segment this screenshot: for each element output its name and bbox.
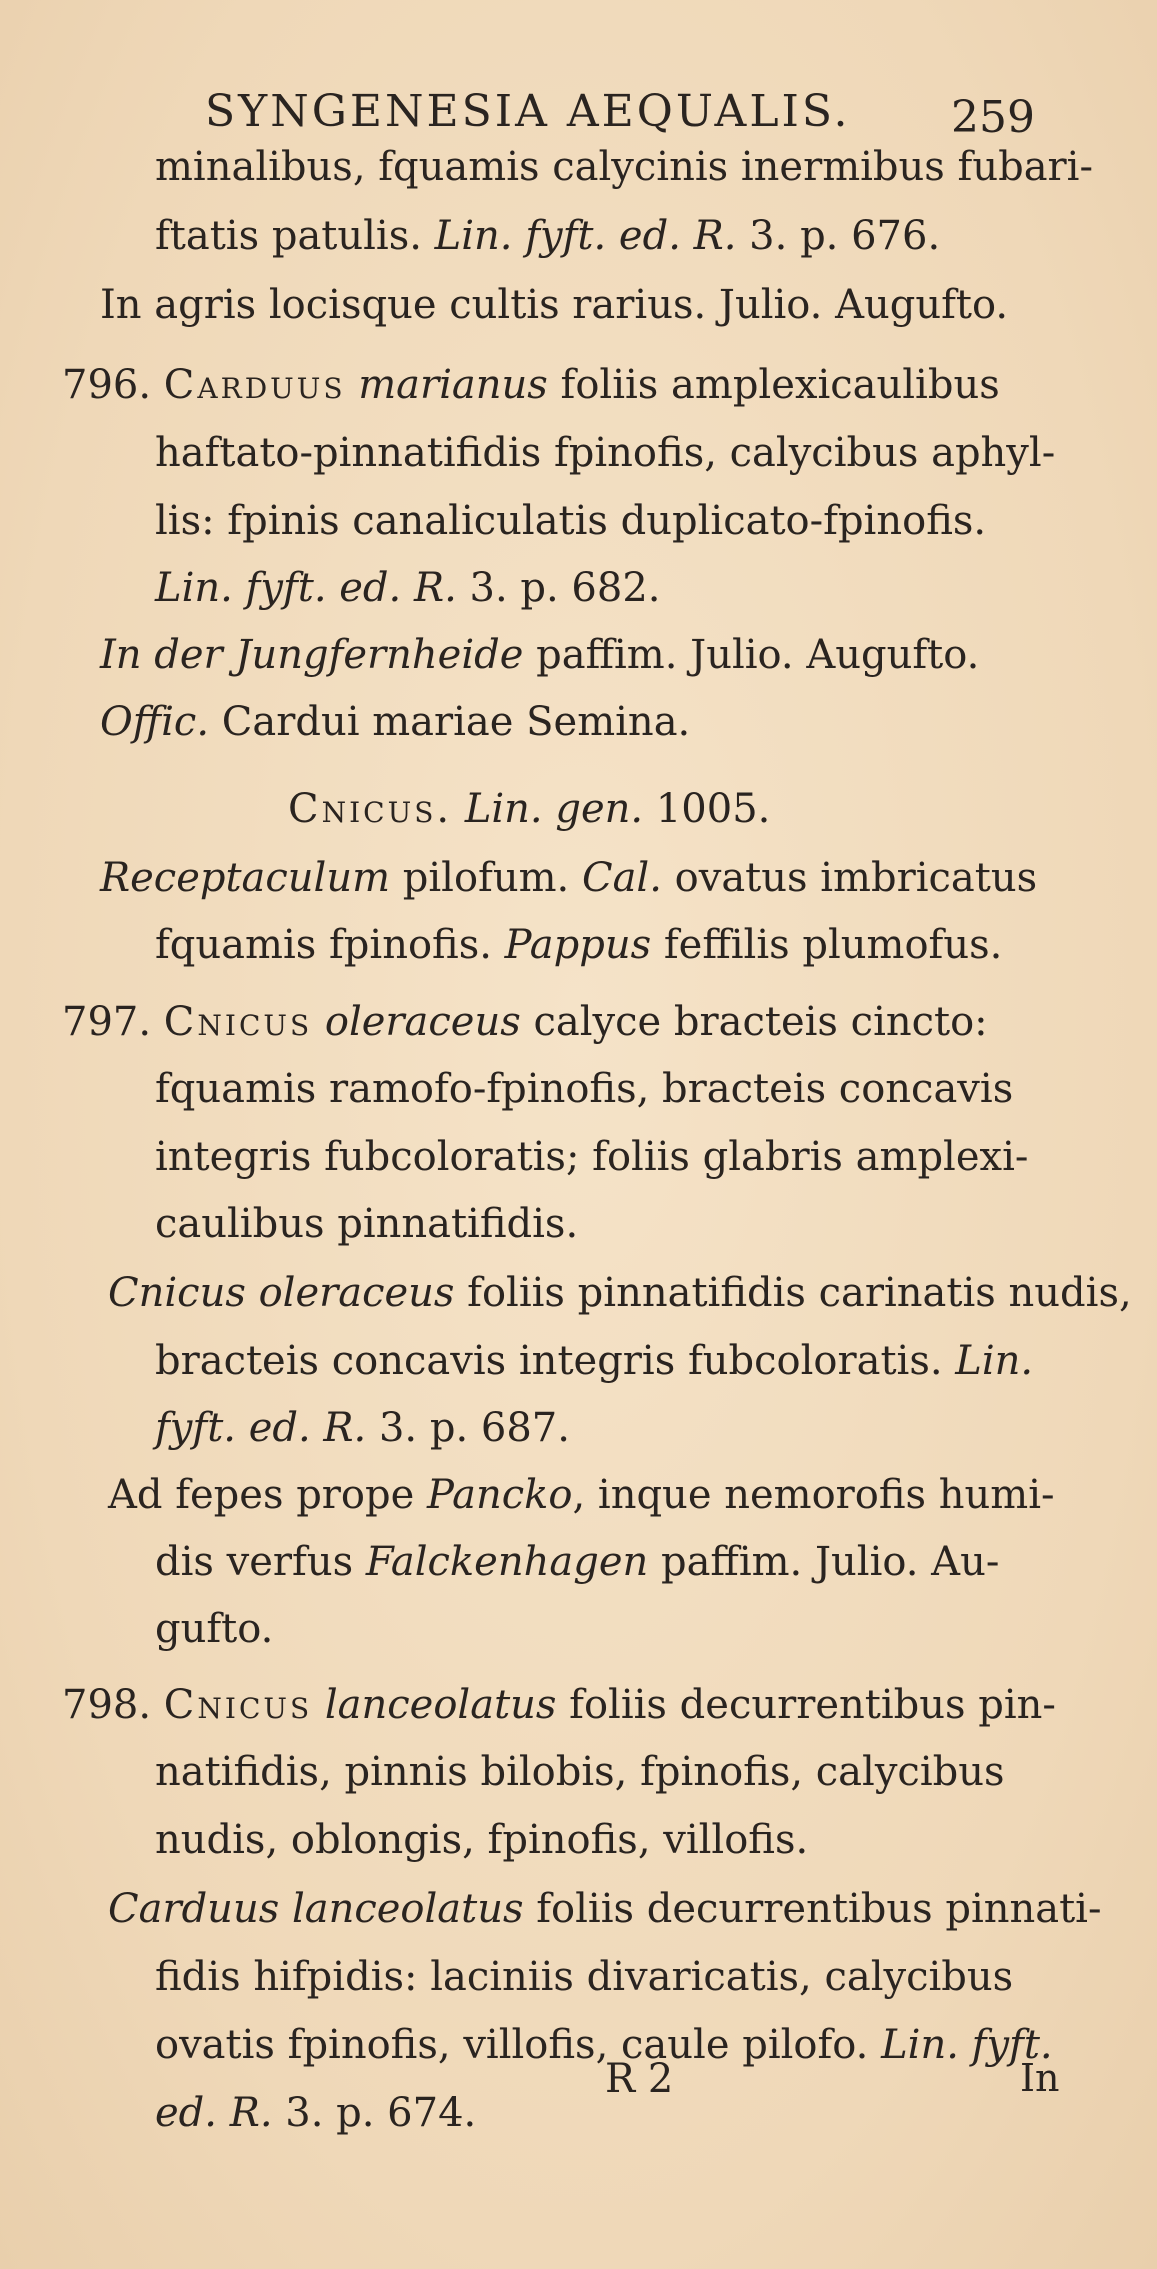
text-segment: Pappus xyxy=(504,922,652,968)
text-segment: Pancko xyxy=(427,1472,573,1518)
running-title: SYNGENESIA AEQUALIS. xyxy=(205,86,851,137)
text-segment: Lin. fyft. ed. R. xyxy=(434,213,737,259)
catchword: In xyxy=(1020,2056,1060,2100)
text-line xyxy=(155,561,661,615)
text-segment: 3. p. 676. xyxy=(736,213,941,259)
text-line xyxy=(108,1468,1055,1522)
text-line xyxy=(155,1130,1028,1184)
text-line xyxy=(100,851,1037,905)
page-number: 259 xyxy=(951,92,1035,143)
text-line xyxy=(155,1062,1013,1116)
text-segment xyxy=(312,999,325,1045)
text-segment: Lin. fyft. ed. R. xyxy=(155,565,457,611)
signature-mark: R 2 xyxy=(605,2056,674,2102)
text-line xyxy=(100,628,979,682)
text-segment: Falckenhagen xyxy=(365,1539,649,1585)
text-segment: haftato-pinnatifidis fpinofis, calycibus aphyl- xyxy=(155,430,1056,476)
text-line xyxy=(100,278,1008,332)
text-line xyxy=(155,2018,1053,2072)
text-segment: 3. p. 682. xyxy=(456,565,661,611)
text-line xyxy=(155,140,1093,194)
text-segment: Cnicus oleraceus xyxy=(108,1270,455,1316)
text-segment: fidis hifpidis: laciniis divaricatis, calycibus xyxy=(155,1954,1014,2000)
text-line xyxy=(108,1266,1132,1320)
text-line xyxy=(155,1334,1033,1388)
text-segment: bracteis concavis integris fubcoloratis. xyxy=(155,1338,956,1384)
text-segment xyxy=(452,786,465,832)
text-line xyxy=(155,918,1002,972)
text-segment: In agris locisque cultis rarius. Julio. Augufto. xyxy=(100,282,1009,328)
text-line xyxy=(155,494,986,548)
text-line xyxy=(100,695,690,749)
text-line xyxy=(155,1745,1005,1799)
text-segment: caulibus pinnatifidis. xyxy=(155,1201,579,1247)
text-line xyxy=(155,2086,476,2140)
text-line xyxy=(155,426,1055,480)
text-segment: paffim. Julio. Augufto. xyxy=(523,632,980,678)
text-segment: dis verfus xyxy=(155,1539,366,1585)
text-segment: ed. R. xyxy=(155,2090,273,2136)
text-segment: 1005. xyxy=(643,786,771,832)
text-segment: Cal. xyxy=(581,855,662,901)
text-segment: oleraceus xyxy=(324,999,521,1045)
text-segment: integris fubcoloratis; foliis glabris amplexi- xyxy=(155,1134,1029,1180)
text-segment: foliis decurrentibus pinnati- xyxy=(523,1886,1102,1932)
text-line xyxy=(155,1197,578,1251)
text-segment: paffim. Julio. Au- xyxy=(648,1539,1000,1585)
text-line xyxy=(155,1602,273,1656)
text-line xyxy=(62,1678,1056,1732)
text-segment: minalibus, fquamis calycinis inermibus fubari- xyxy=(155,144,1093,190)
text-line xyxy=(155,1950,1013,2004)
text-segment: marianus xyxy=(358,362,548,408)
text-segment: foliis pinnatifidis carinatis nudis, xyxy=(454,1270,1132,1316)
text-segment: ovatus imbricatus xyxy=(661,855,1038,901)
text-segment: fyft. ed. R. xyxy=(155,1405,367,1451)
text-segment: calyce bracteis cincto: xyxy=(520,999,988,1045)
text-segment: In der Jungfernheide xyxy=(100,632,524,678)
text-segment: 3. p. 687. xyxy=(366,1405,570,1451)
text-segment: fquamis ramofo-fpinofis, bracteis concavis xyxy=(155,1066,1014,1112)
text-segment: Receptaculum xyxy=(100,855,391,901)
text-segment: lanceolatus xyxy=(324,1682,557,1728)
text-segment: , inque nemorofis humi- xyxy=(572,1472,1055,1518)
text-line xyxy=(155,1535,999,1589)
text-segment xyxy=(312,1682,325,1728)
text-segment: foliis decurrentibus pin- xyxy=(556,1682,1056,1728)
text-line xyxy=(62,995,988,1049)
text-segment: Cnicus. xyxy=(288,786,453,832)
text-segment: Lin. gen. xyxy=(464,786,644,832)
running-header xyxy=(205,86,1035,146)
text-line xyxy=(108,1882,1101,1936)
text-segment: Ad fepes prope xyxy=(108,1472,428,1518)
text-segment: lis: fpinis canaliculatis duplicato-fpinofis. xyxy=(155,498,987,544)
text-segment: Carduus xyxy=(163,362,346,408)
text-segment: Lin. fyft. xyxy=(881,2022,1053,2068)
text-segment: Cnicus xyxy=(163,999,313,1045)
text-segment: ovatis fpinofis, villofis, caule pilofo. xyxy=(155,2022,882,2068)
text-segment: feffilis plumofus. xyxy=(651,922,1003,968)
text-segment: 796. xyxy=(62,362,164,408)
text-segment: foliis amplexicaulibus xyxy=(547,362,1000,408)
text-segment: ftatis patulis. xyxy=(155,213,435,259)
text-segment: Cardui mariae Semina. xyxy=(209,699,691,745)
text-line xyxy=(155,209,940,263)
text-line xyxy=(155,1401,570,1455)
text-segment: Lin. xyxy=(955,1338,1034,1384)
text-segment xyxy=(346,362,359,408)
text-segment: 3. p. 674. xyxy=(272,2090,477,2136)
text-segment: 798. xyxy=(62,1682,164,1728)
text-segment: natifidis, pinnis bilobis, fpinofis, calycibus xyxy=(155,1749,1005,1795)
text-segment: Carduus lanceolatus xyxy=(108,1886,524,1932)
text-line xyxy=(288,782,770,836)
text-segment: 797. xyxy=(62,999,164,1045)
text-segment: gufto. xyxy=(155,1606,274,1652)
text-line xyxy=(155,1813,808,1867)
text-segment: fquamis fpinofis. xyxy=(155,922,505,968)
text-segment: Offic. xyxy=(100,699,210,745)
text-line xyxy=(62,358,1000,412)
text-segment: Cnicus xyxy=(163,1682,313,1728)
text-segment: nudis, oblongis, fpinofis, villofis. xyxy=(155,1817,809,1863)
text-segment: pilofum. xyxy=(390,855,582,901)
